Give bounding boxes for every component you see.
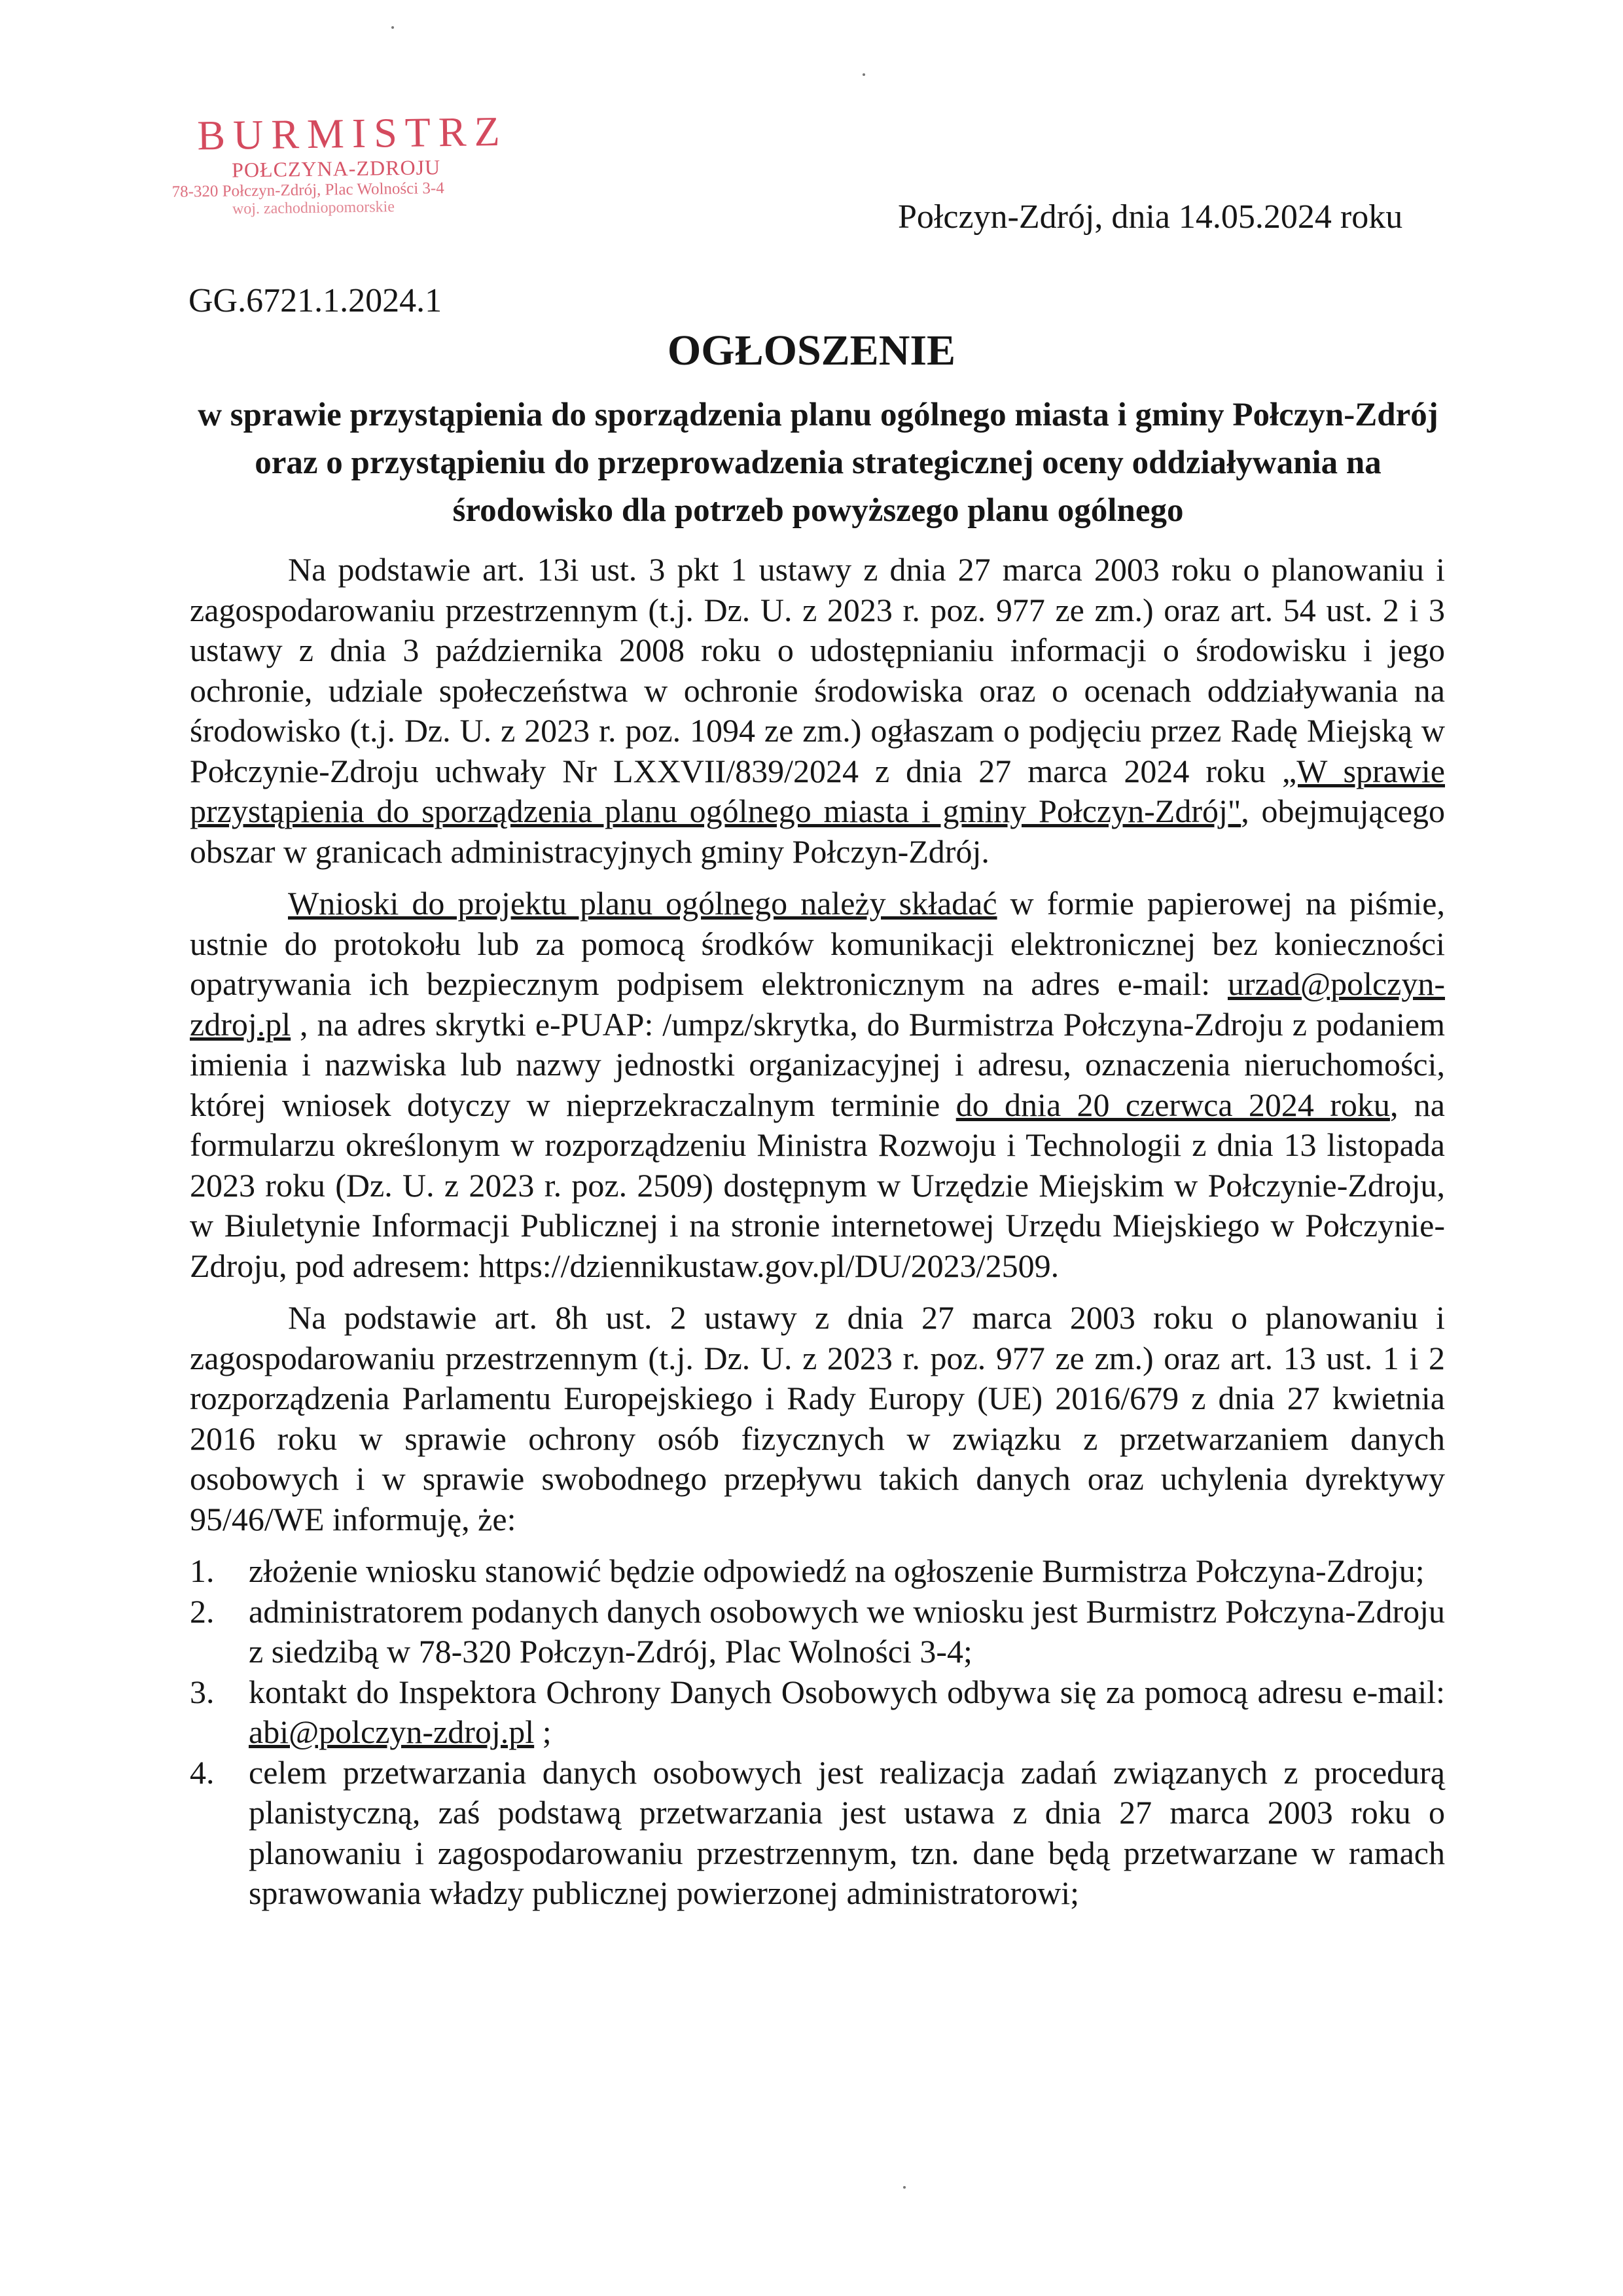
list-item [190, 1753, 1445, 1914]
paragraph-text: w formie papierowej na piśmie, ustnie do protokołu lub za pomocą środków komunikacji elektronicznej bez konieczności opatrywania ich bezpiecznym podpisem elektronicznym na adres e-mail: [190, 885, 1445, 1002]
list-item-number: 2. [190, 1592, 215, 1630]
list-item [190, 1672, 1445, 1753]
deadline-date: do dnia 20 czerwca 2024 roku [955, 1086, 1390, 1123]
list-item-number: 3. [190, 1673, 215, 1710]
list-item-text: kontakt do Inspektora Ochrony Danych Osobowych odbywa się za pomocą adresu e-mail: [249, 1673, 1445, 1710]
paragraph-text: Na podstawie art. 8h ust. 2 ustawy z dnia 27 marca 2003 roku o planowaniu i zagospodarowaniu przestrzennym (t.j. Dz. U. z 2023 r. poz. 977 ze zm.) oraz art. 13 ust. 1 i 2 rozporządzenia Parlamentu Europejskiego i Rady Europy (UE) 2016/679 z dnia 27 kwietnia 2016 roku w sprawie ochrony osób fizycznych w związku z przetwarzaniem danych osobowych i w sprawie swobodnego przepływu takich danych oraz uchylenia dyrektywy 95/46/WE informuję, że: [190, 1299, 1445, 1537]
paragraph-gdpr [190, 1298, 1445, 1539]
scan-speck [903, 2186, 906, 2189]
iod-email-link[interactable]: abi@polczyn-zdroj.pl [249, 1713, 535, 1750]
document-body [190, 550, 1445, 1914]
document-title: OGŁOSZENIE [667, 327, 956, 374]
office-email-link[interactable]: urzad@polczyn-zdroj.pl [190, 965, 1445, 1043]
stamp-line-region: woj. zachodniopomorskie [232, 198, 395, 218]
document-subtitle: w sprawie przystąpienia do sporządzenia planu ogólnego miasta i gminy Połczyn-Zdrój oraz o przystąpieniu do przeprowadzenia strategicznej oceny oddziaływania na środowisko dla potrzeb powyższego planu ogólnego [198, 397, 1438, 529]
list-item-text: celem przetwarzania danych osobowych jest realizacja zadań związanych z procedurą planistyczną, zaś podstawą przetwarzania jest ustawa z dnia 27 marca 2003 roku o planowaniu i zagospodarowaniu przestrzennym, tzn. dane będą przetwarzane w ramach sprawowania władzy publicznej powierzonej administratorowi; [249, 1753, 1445, 1911]
reference-number: GG.6721.1.2024.1 [188, 282, 442, 319]
place-and-date: Połczyn-Zdrój, dnia 14.05.2024 roku [898, 198, 1403, 236]
paragraph-text: , na adres skrytki e-PUAP: /umpz/skrytka, do Burmistrza Połczyna-Zdroju z podaniem imienia i nazwiska lub nazwy jednostki organizacyjnej i adresu, oznaczenia nieruchomości, której wniosek dotyczy w nieprzekraczalnym terminie [190, 1005, 1445, 1123]
list-item-text: ; [534, 1713, 552, 1750]
paragraph-applications [190, 884, 1445, 1286]
paragraph-legal-basis [190, 550, 1445, 872]
paragraph-text: , obejmującego obszar w granicach administracyjnych gminy Połczyn-Zdrój. [190, 793, 1445, 870]
list-item [190, 1592, 1445, 1672]
list-item-number: 4. [190, 1753, 215, 1791]
list-item-text: złożenie wniosku stanowić będzie odpowiedź na ogłoszenie Burmistrza Połczyna-Zdroju; [249, 1552, 1425, 1589]
scan-speck [391, 26, 394, 29]
stamp-line-address: 78-320 Połczyn-Zdrój, Plac Wolności 3-4 [171, 179, 444, 201]
stamp-line-office: POŁCZYNA-ZDROJU [231, 154, 441, 182]
paragraph-text: , na formularzu określonym w rozporządzeniu Ministra Rozwoju i Technologii z dnia 13 listopada 2023 roku (Dz. U. z 2023 r. poz. 2509) dostępnym w Urzędzie Miejskim w Połczynie-Zdroju, w Biuletynie Informacji Publicznej i na stronie internetowej Urzędu Miejskiego w Połczynie-Zdroju, pod adresem: https://dziennikustaw.gov.pl/DU/2023/2509. [190, 1086, 1445, 1284]
list-item [190, 1551, 1445, 1592]
applications-lead: Wnioski do projektu planu ogólnego należy składać [288, 885, 997, 922]
resolution-title: „W sprawie przystąpienia do sporządzenia planu ogólnego miasta i gminy Połczyn-Zdrój" [190, 752, 1445, 829]
list-item-text: administratorem podanych danych osobowych we wniosku jest Burmistrz Połczyna-Zdroju z siedzibą w 78-320 Połczyn-Zdrój, Plac Wolności 3-4; [249, 1592, 1445, 1670]
scan-speck [863, 73, 865, 76]
gdpr-info-list [190, 1551, 1445, 1914]
paragraph-text: Na podstawie art. 13i ust. 3 pkt 1 ustawy z dnia 27 marca 2003 roku o planowaniu i zagospodarowaniu przestrzennym (t.j. Dz. U. z 2023 r. poz. 977 ze zm.) oraz art. 54 ust. 2 i 3 ustawy z dnia 3 października 2008 roku o udostępnianiu informacji o środowisku i jego ochronie, udziale społeczeństwa w ochronie środowiska oraz o ocenach oddziaływania na środowisko (t.j. Dz. U. z 2023 r. poz. 1094 ze zm.) ogłaszam o podjęciu przez Radę Miejską w Połczynie-Zdroju uchwały Nr LXXVII/839/2024 z dnia 27 marca 2024 roku [190, 551, 1445, 789]
official-stamp [171, 107, 539, 219]
stamp-line-title: BURMISTRZ [196, 107, 508, 159]
list-item-number: 1. [190, 1552, 215, 1589]
